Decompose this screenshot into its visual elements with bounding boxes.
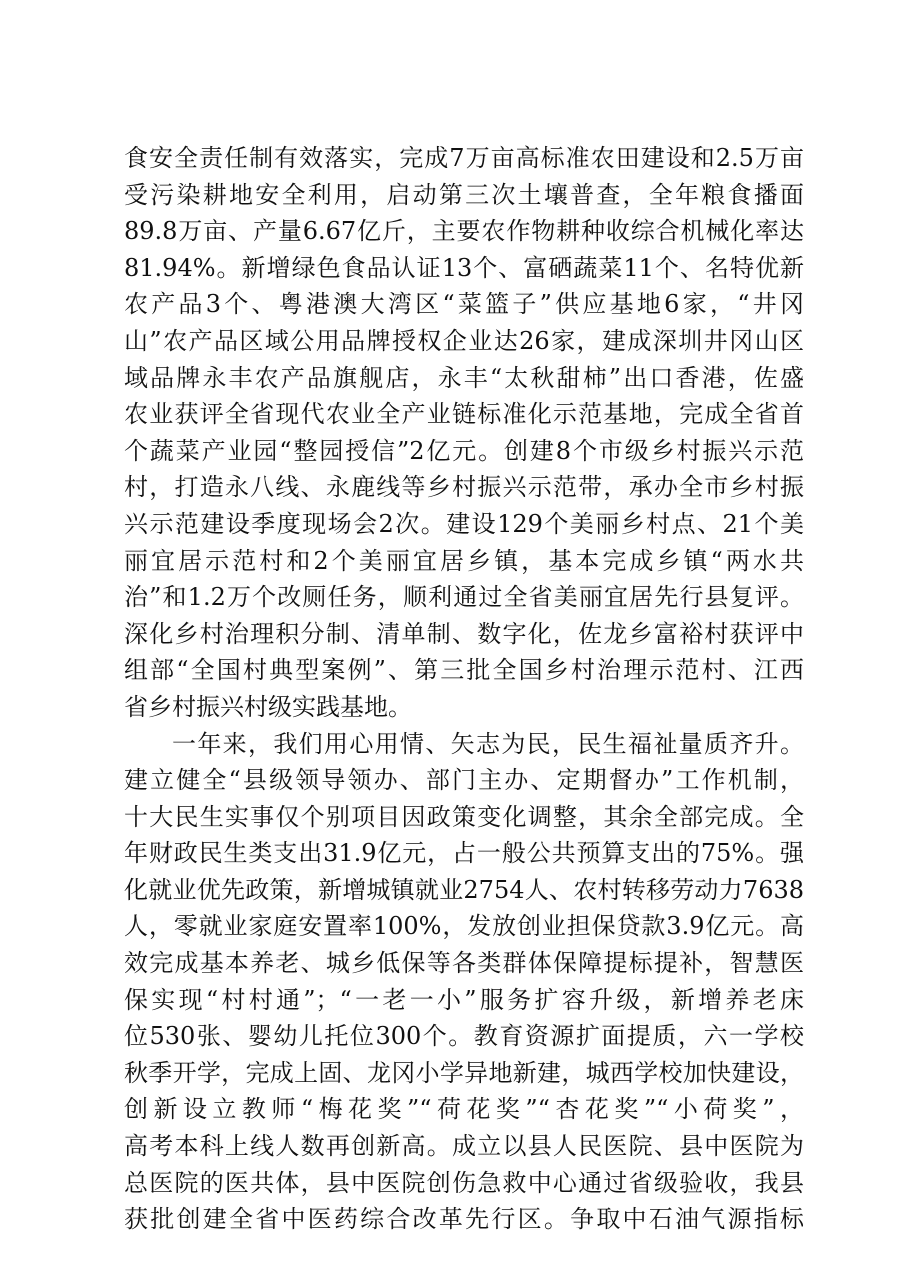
text-line: 81.94%。新增绿色食品认证13个、富硒蔬菜11个、名特优新 [124,253,804,282]
text-line: 人，零就业家庭安置率100%，发放创业担保贷款3.9亿元。高 [124,912,804,941]
text-line: 效完成基本养老、城乡低保等各类群体保障提标提补，智慧医 [124,949,804,978]
text-line: 食安全责任制有效落实，完成7万亩高标准农田建设和2.5万亩 [124,144,804,172]
text-line: 89.8万亩、产量6.67亿斤，主要农作物耕种收综合机械化率达 [124,217,804,246]
text-line: 组部“全国村典型案例”、第三批全国乡村治理示范村、江西 [124,656,804,685]
paragraph-livelihood [124,726,804,1238]
text-line: 保实现“村村通”；“一老一小”服务扩容升级，新增养老床 [124,985,804,1014]
paragraph-agriculture [124,140,804,726]
text-line: 兴示范建设季度现场会2次。建设129个美丽乡村点、21个美 [124,509,804,538]
text-line: 十大民生实事仅个别项目因政策变化调整，其余全部完成。全 [124,802,804,831]
text-line: 建立健全“县级领导领办、部门主办、定期督办”工作机制， [124,766,804,795]
text-line: 高考本科上线人数再创新高。成立以县人民医院、县中医院为 [124,1132,804,1161]
text-line: 年财政民生类支出31.9亿元，占一般公共预算支出的75%。强 [124,839,804,868]
text-line: 受污染耕地安全利用，启动第三次土壤普查，全年粮食播面 [124,180,804,209]
text-line: 治”和1.2万个改厕任务，顺利通过全省美丽宜居先行县复评。 [124,583,804,612]
text-line: 总医院的医共体，县中医院创伤急救中心通过省级验收，我县 [124,1168,804,1197]
text-line: 一年来，我们用心用情、矢志为民，民生福祉量质齐升。 [172,729,804,758]
text-line: 山”农产品区域公用品牌授权企业达26家，建成深圳井冈山区 [124,326,804,355]
text-line: 丽宜居示范村和2个美丽宜居乡镇，基本完成乡镇“两水共 [124,546,804,575]
text-line: 秋季开学，完成上固、龙冈小学异地新建，城西学校加快建设， [124,1058,804,1087]
text-line: 位530张、婴幼儿托位300个。教育资源扩面提质，六一学校 [124,1022,804,1051]
text-line: 村，打造永八线、永鹿线等乡村振兴示范带，承办全市乡村振 [124,473,804,502]
text-line: 获批创建全省中医药综合改革先行区。争取中石油气源指标 [124,1205,804,1234]
text-line: 深化乡村治理积分制、清单制、数字化，佐龙乡富裕村获评中 [124,619,804,648]
text-line: 农业获评全省现代农业全产业链标准化示范基地，完成全省首 [124,400,804,429]
text-line: 创新设立教师“梅花奖”“荷花奖”“杏花奖”“小荷奖”， [124,1095,804,1124]
text-line: 化就业优先政策，新增城镇就业2754人、农村转移劳动力7638 [124,875,804,904]
body-text [124,140,804,1238]
text-line: 域品牌永丰农产品旗舰店，永丰“太秋甜柿”出口香港，佐盛 [124,363,804,392]
text-line: 省乡村振兴村级实践基地。 [124,692,412,721]
text-line: 个蔬菜产业园“整园授信”2亿元。创建8个市级乡村振兴示范 [124,436,804,465]
text-line: 农产品3个、粤港澳大湾区“菜篮子”供应基地6家，“井冈 [124,290,804,319]
